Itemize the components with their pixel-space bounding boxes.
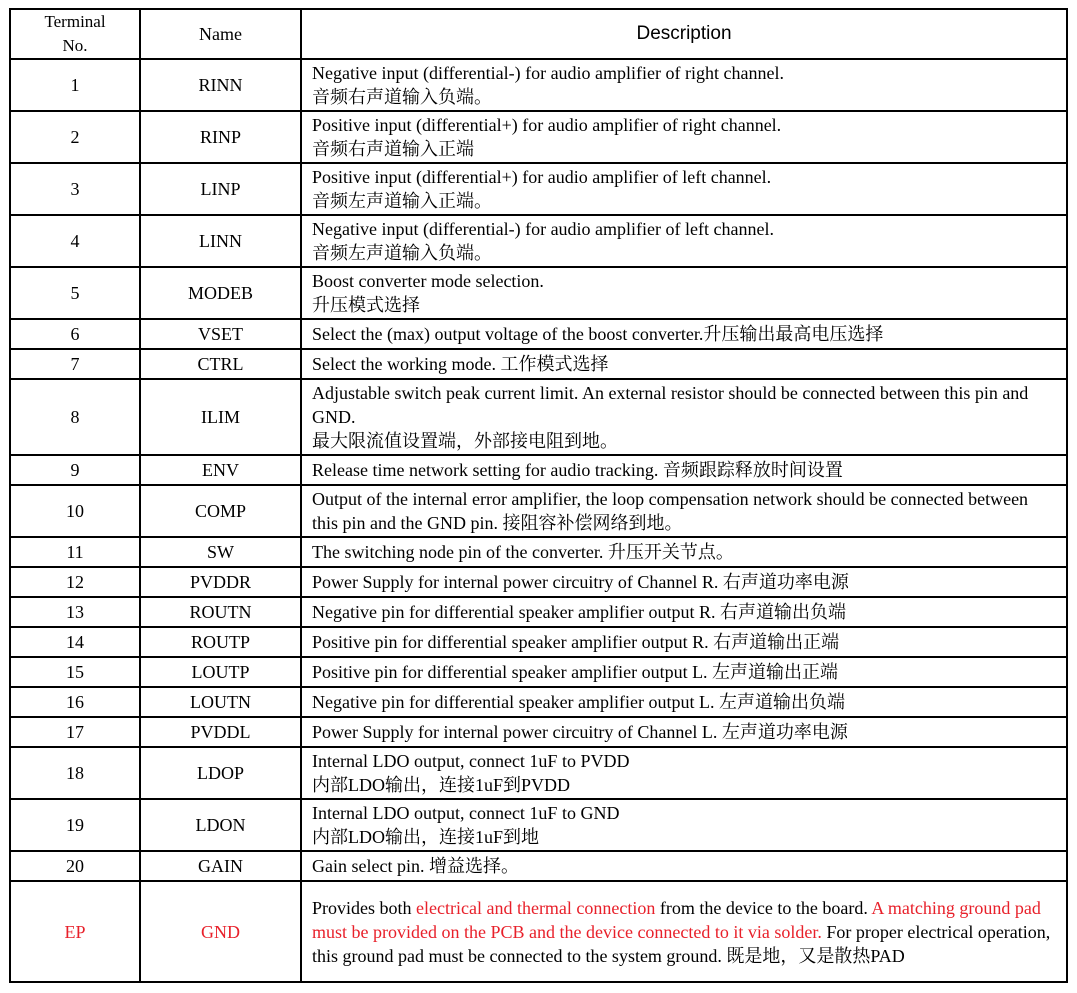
ep-text-1: Provides both [312,897,417,918]
terminal-number: 1 [10,59,140,111]
terminal-number: 3 [10,163,140,215]
pin-name: MODEB [140,267,301,319]
pin-name: VSET [140,319,301,349]
description-en: Negative input (differential-) for audio amplifier of right channel. [312,63,784,83]
terminal-number: 20 [10,851,140,881]
terminal-number: 9 [10,455,140,485]
pin-name: ROUTP [140,627,301,657]
table-row [10,319,1067,349]
terminal-number: 15 [10,657,140,687]
pin-name: SW [140,537,301,567]
table-row [10,851,1067,881]
pin-description [301,747,1067,799]
terminal-number: EP [10,881,140,982]
pin-description: Negative pin for differential speaker amplifier output R. 右声道输出负端 [301,597,1067,627]
terminal-number: 8 [10,379,140,455]
table-row [10,717,1067,747]
description-cn: 音频左声道输入负端。 [312,243,492,263]
description-cn: 内部LDO输出，连接1uF到PVDD [312,775,571,795]
pin-description: Select the working mode. 工作模式选择 [301,349,1067,379]
pin-description [301,111,1067,163]
terminal-number: 7 [10,349,140,379]
table-row-ep [10,881,1067,982]
pin-description [301,215,1067,267]
terminal-number: 12 [10,567,140,597]
table-row [10,537,1067,567]
table-row [10,567,1067,597]
pin-description-table [9,8,1068,983]
pin-name: ILIM [140,379,301,455]
pin-description: Positive pin for differential speaker amplifier output L. 左声道输出正端 [301,657,1067,687]
pin-description [301,379,1067,455]
pin-description: Positive pin for differential speaker amplifier output R. 右声道输出正端 [301,627,1067,657]
table-row [10,627,1067,657]
pin-name: GND [140,881,301,982]
terminal-header-line1: Terminal [44,12,106,31]
description-cn: 音频左声道输入正端。 [312,191,492,211]
ep-highlight-2: A matching ground pad must be provided on the PCB and the device connected to it via solder. [312,897,1041,942]
pin-name: LINP [140,163,301,215]
description-en: Internal LDO output, connect 1uF to GND [312,803,620,823]
pin-description [301,163,1067,215]
table-row [10,485,1067,537]
ep-text-2: from the device to the board. [655,897,872,918]
table-row [10,267,1067,319]
pin-description [301,881,1067,982]
pin-description: Power Supply for internal power circuitry of Channel R. 右声道功率电源 [301,567,1067,597]
pin-name: PVDDR [140,567,301,597]
description-cn: 音频右声道输入正端 [312,139,474,159]
description-en: Positive input (differential+) for audio amplifier of left channel. [312,167,772,187]
terminal-number: 16 [10,687,140,717]
table-row [10,111,1067,163]
pin-name: RINN [140,59,301,111]
pin-name: ROUTN [140,597,301,627]
name-header: Name [140,9,301,59]
pin-description [301,799,1067,851]
table-row [10,747,1067,799]
table-row [10,799,1067,851]
table-row [10,59,1067,111]
table-row [10,597,1067,627]
description-en: Negative input (differential-) for audio amplifier of left channel. [312,219,774,239]
pin-name: RINP [140,111,301,163]
pin-description [301,59,1067,111]
pin-name: COMP [140,485,301,537]
table-row [10,215,1067,267]
pin-name: GAIN [140,851,301,881]
pin-name: LOUTP [140,657,301,687]
pin-description: Gain select pin. 增益选择。 [301,851,1067,881]
pin-description: Output of the internal error amplifier, the loop compensation network should be connected between this pin and the GND pin. 接阻容补偿网络到地。 [301,485,1067,537]
table-row [10,163,1067,215]
description-en: Positive input (differential+) for audio amplifier of right channel. [312,115,782,135]
terminal-number: 2 [10,111,140,163]
description-cn: 最大限流值设置端，外部接电阻到地。 [312,431,618,451]
terminal-number: 5 [10,267,140,319]
table-row [10,379,1067,455]
pin-description: Release time network setting for audio tracking. 音频跟踪释放时间设置 [301,455,1067,485]
description-en: Boost converter mode selection. [312,271,544,291]
pin-description: Power Supply for internal power circuitry of Channel L. 左声道功率电源 [301,717,1067,747]
table-row [10,349,1067,379]
table-row [10,657,1067,687]
terminal-number: 4 [10,215,140,267]
header-row [10,9,1067,59]
pin-name: LINN [140,215,301,267]
terminal-number: 13 [10,597,140,627]
ep-text-3: For proper electrical operation, this ground pad must be connected to the system ground. 既是地，又是散热PAD [312,921,1051,966]
description-header: Description [301,9,1067,59]
terminal-number: 17 [10,717,140,747]
description-en: Internal LDO output, connect 1uF to PVDD [312,751,630,771]
description-cn: 音频右声道输入负端。 [312,87,492,107]
pin-name: LDOP [140,747,301,799]
terminal-number: 19 [10,799,140,851]
terminal-number: 18 [10,747,140,799]
pin-name: ENV [140,455,301,485]
terminal-number: 11 [10,537,140,567]
ep-highlight-1: electrical and thermal connection [416,897,656,918]
terminal-header-line2: No. [62,36,88,55]
table-row [10,455,1067,485]
pin-name: LDON [140,799,301,851]
pin-description: Select the (max) output voltage of the boost converter.升压输出最高电压选择 [301,319,1067,349]
pin-description: Negative pin for differential speaker amplifier output L. 左声道输出负端 [301,687,1067,717]
pin-name: PVDDL [140,717,301,747]
pin-description: The switching node pin of the converter. 升压开关节点。 [301,537,1067,567]
description-cn: 升压模式选择 [312,295,420,315]
terminal-number: 10 [10,485,140,537]
pin-description [301,267,1067,319]
table-row [10,687,1067,717]
pin-name: CTRL [140,349,301,379]
terminal-number: 14 [10,627,140,657]
pin-name: LOUTN [140,687,301,717]
description-cn: 内部LDO输出，连接1uF到地 [312,827,540,847]
terminal-number: 6 [10,319,140,349]
description-en: Adjustable switch peak current limit. An external resistor should be connected between this pin and GND. [312,383,1029,427]
terminal-no-header [10,9,140,59]
